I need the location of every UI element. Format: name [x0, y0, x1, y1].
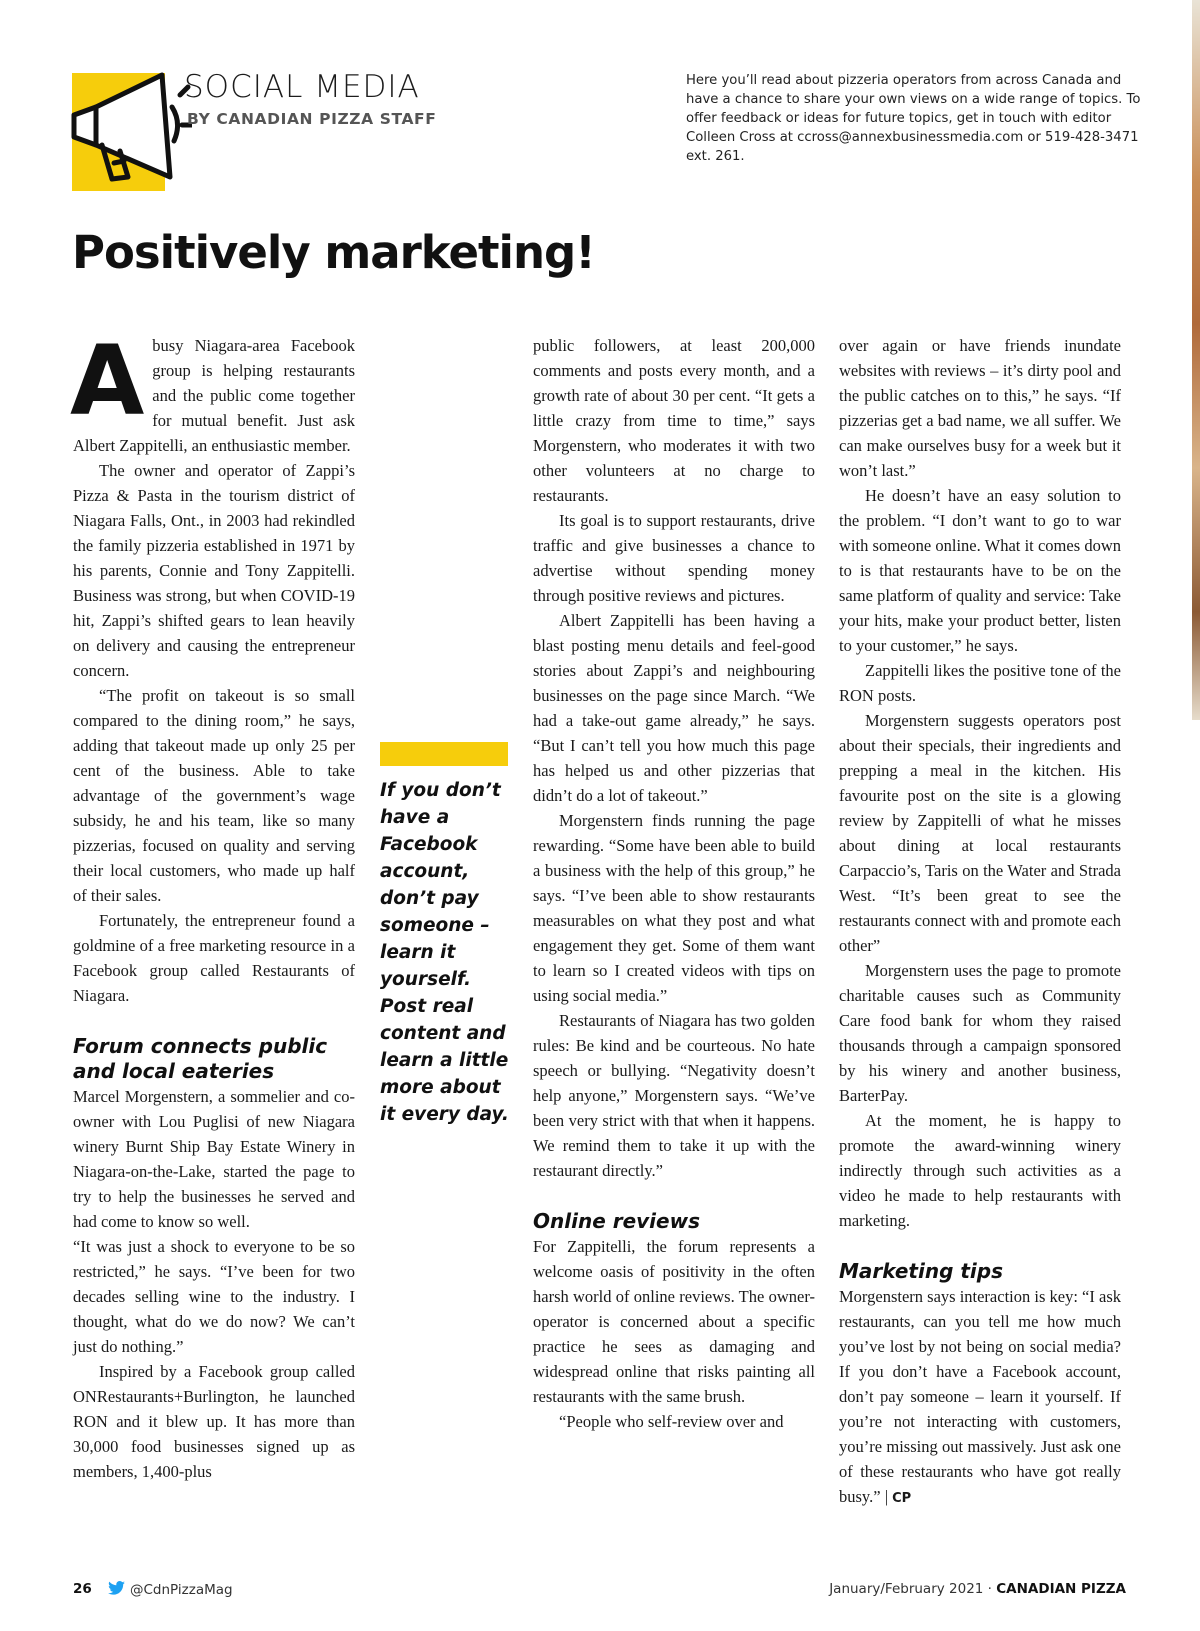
section-label: SOCIAL MEDIA — [184, 69, 420, 105]
paragraph: public followers, at least 200,000 comments and posts every month, and a growth rate of about 30 per cent. “It gets a little crazy from time to time,” says Morgenstern, who moderates it with two other volunteers at no charge to restaurants. — [533, 336, 815, 505]
intro-text: Here you’ll read about pizzeria operators from across Canada and have a chance to share your own views on a wide range of topics. To offer feedback or ideas for future topics, get in touch with editor Colleen Cross at ccross@annexbusinessmedia.com or 519-428-3471 ext. 261. — [686, 73, 1141, 164]
paragraph: Zappitelli likes the positive tone of the RON posts. — [839, 661, 1121, 705]
column-2 — [533, 333, 815, 1434]
end-mark: CP — [892, 1491, 912, 1506]
adjacent-page-photo-edge — [1192, 0, 1200, 720]
twitter-handle-text: @CdnPizzaMag — [130, 1582, 233, 1598]
paragraph: Morgenstern finds running the page rewarding. “Some have been able to build a business with the help of this group,” he says. “I’ve been able to show restaurants measurables on what they post and what engagement they get. Some of them want to learn so I created videos with tips on using social media.” — [533, 811, 815, 1005]
paragraph: Marcel Morgenstern, a sommelier and co-owner with Lou Puglisi of new Niagara winery Burnt Ship Bay Estate Winery in Niagara-on-the-Lake, started the page to try to help the businesses he served and had come to know so well. — [73, 1087, 355, 1231]
paragraph: The owner and operator of Zappi’s Pizza & Pasta in the tourism district of Niagara Falls, Ont., in 2003 had rekindled the family pizzeria established in 1971 by his parents, Connie and Tony Zappitelli. Business was strong, but when COVID-19 hit, Zappi’s shifted gears to lean heavily on delivery and causing the entrepreneur concern. — [73, 461, 355, 680]
drop-cap: A — [70, 325, 145, 437]
paragraph: “The profit on takeout is so small compared to the dining room,” he says, adding that takeout made up only 25 per cent of the business. Able to take advantage of the government’s wage subsidy, he and his team, like so many pizzerias, focused on quality and serving their local customers, who made up half of their sales. — [73, 686, 355, 905]
article-headline: Positively marketing! — [72, 226, 595, 279]
paragraph: “People who self-review over and — [559, 1412, 784, 1431]
paragraph: over again or have friends inundate websites with reviews – it’s dirty pool and the public catches on to this,” he says. “If pizzerias get a bad name, we all suffer. We can make ourselves busy for a week but it won’t last.” — [839, 336, 1121, 480]
paragraph: Its goal is to support restaurants, drive traffic and give businesses a chance to advertise without spending money through positive reviews and pictures. — [533, 511, 815, 605]
subhead: Online reviews — [533, 1209, 700, 1233]
signoff-separator: | — [884, 1487, 888, 1506]
pullquote-accent-bar — [380, 742, 508, 766]
paragraph: He doesn’t have an easy solution to the problem. “I don’t want to go to war with someone online. What it comes down to is that restaurants have to be on the same platform of quality and service: Take your hits, make your product better, listen to your customer,” he says. — [839, 486, 1121, 655]
pullquote: If you don’t have a Facebook account, don’t pay someone – learn it yourself. Post real content and learn a little more about it every day. — [380, 780, 509, 1125]
magazine-name: CANADIAN PIZZA — [996, 1581, 1126, 1597]
twitter-handle[interactable] — [108, 1581, 233, 1599]
column-1 — [70, 325, 355, 1484]
paragraph: “It was just a shock to everyone to be so restricted,” he says. “I’ve been for two decades selling wine to the industry. I thought, what do we do now? We can’t just do nothing.” — [73, 1237, 355, 1356]
paragraph: For Zappitelli, the forum represents a welcome oasis of positivity in the often harsh world of online reviews. The owner-operator is concerned about a specific practice he sees as damaging and widespread online that risks painting all restaurants with the same brush. — [533, 1237, 815, 1406]
megaphone-icon — [72, 73, 165, 191]
paragraph: Albert Zappitelli has been having a blast posting menu details and feel-good stories about Zappi’s and neighbouring businesses on the page since March. “We had a take-out game already,” he says. “But I can’t tell you how much this page has helped us and other pizzerias that didn’t do a lot of takeout.” — [533, 611, 815, 805]
issue-line — [829, 1581, 1126, 1597]
column-3 — [839, 333, 1121, 1511]
issue-date: January/February 2021 · — [829, 1581, 992, 1597]
page-number: 26 — [73, 1581, 92, 1597]
paragraph: busy Niagara-area Facebook group is helping restaurants and the public come together for mutual benefit. Just ask Albert Zappitelli, an enthusiastic member. — [73, 336, 355, 455]
paragraph: Morgenstern suggests operators post about their specials, their ingredients and prepping a meal in the kitchen. His favourite post on the site is a glowing review by Zappitelli of what he misses about dining at local restaurants Carpaccio’s, Taris on the Water and Strada West. “It’s been great to see the restaurants connect with and promote each other” — [839, 711, 1121, 955]
paragraph — [839, 1284, 1121, 1511]
paragraph: Inspired by a Facebook group called ONRestaurants+Burlington, he launched RON and it blew up. It has more than 30,000 food businesses signed up as members, 1,400-plus — [73, 1362, 355, 1481]
byline: BY CANADIAN PIZZA STAFF — [187, 110, 437, 128]
paragraph: Restaurants of Niagara has two golden rules: Be kind and be courteous. No hate speech or bullying. “Negativity doesn’t help anyone,” Morgenstern says. “We’ve been very strict with that when it happens. We remind them to take it up with the restaurant directly.” — [533, 1011, 815, 1180]
paragraph: At the moment, he is happy to promote the award-winning winery indirectly through such activities as a video he made to help restaurants with marketing. — [839, 1111, 1121, 1230]
subhead: Forum connects public and local eateries — [73, 1034, 328, 1083]
paragraph: Fortunately, the entrepreneur found a goldmine of a free marketing resource in a Facebook group called Restaurants of Niagara. — [73, 911, 355, 1005]
subhead: Marketing tips — [839, 1259, 1003, 1283]
paragraph: Morgenstern uses the page to promote charitable causes such as Community Care food bank for whom they raised thousands through a campaign sponsored by his winery and another business, BarterPay. — [839, 961, 1121, 1105]
paragraph-text: Morgenstern says interaction is key: “I ask restaurants, can you tell me how much you’ve lost by not being on social media? If you don’t have a Facebook account, don’t pay someone – learn it yourself. If you’re not interacting with customers, you’re missing out massively. Just ask one of these restaurants who have got really busy.” — [839, 1287, 1121, 1506]
twitter-bird-icon — [108, 1581, 125, 1599]
